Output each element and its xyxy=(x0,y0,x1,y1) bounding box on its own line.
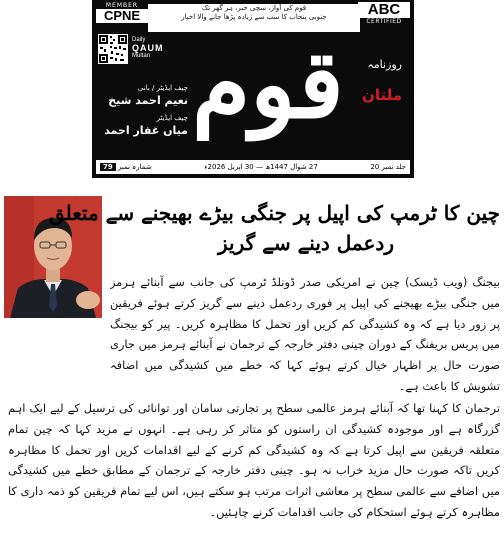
article-body-top xyxy=(110,272,500,398)
issue-number: 79 xyxy=(100,163,116,171)
qr-code-icon xyxy=(98,34,128,64)
abc-badge xyxy=(358,2,410,26)
article-headline xyxy=(48,198,500,258)
daily-name: QAUM xyxy=(132,43,164,53)
abc-certified: CERTIFIED xyxy=(366,18,402,25)
cpne-logo: CPNE xyxy=(96,9,148,23)
banner-line-1: قوم کی آواز، سچی خبر، ہر گھر تک xyxy=(201,4,307,12)
daily-city: Multan xyxy=(132,53,151,59)
member-label: MEMBER xyxy=(105,2,139,9)
editor-label: چیف ایڈیٹر xyxy=(156,114,188,122)
city-label: ملتان xyxy=(362,86,402,104)
headline-line-2: ردعمل دینے سے گریز xyxy=(218,231,394,255)
issue-number-label: شمارہ نمبر xyxy=(117,163,152,171)
rozname-label: روزنامہ xyxy=(367,58,402,71)
founder-name: نعیم احمد شیخ xyxy=(108,94,188,107)
cpne-badge xyxy=(96,2,148,23)
daily-label: Daily xyxy=(132,37,146,43)
banner-line-2: جنوبی پنجاب کا سب سے زیادہ پڑھا جانے والا اخبار xyxy=(181,13,327,21)
dateline-bar xyxy=(96,160,410,174)
article-paragraph-1: بیجنگ (ویب ڈیسک) چین نے امریکی صدر ڈونلڈ ٹرمپ کی جانب سے آبنائے ہرمز میں جنگی بیڑے بھیجنے کی اپیل پر فوری ردعمل دینے سے گریز کرتے ہوئے فریقین پر زور دیا ہے کہ وہ کشیدگی کم کریں اور تحمل کا مظاہرہ کریں۔ پیر کو بیجنگ میں پریس بریفنگ کے دوران چینی دفتر خارجہ کے ترجمان نے آبنائے ہرمز میں جاری صورت حال پر اظہار خیال کرتے ہوئے کہا کہ خطے میں کشیدگی میں اضافہ تشویش کا باعث ہے۔ xyxy=(110,275,500,393)
abc-logo: ABC xyxy=(358,2,410,18)
masthead-banner xyxy=(148,4,360,32)
editor-name: میاں غفار احمد xyxy=(104,124,188,137)
paper-name-logo: قوم xyxy=(192,30,344,140)
founder-label: چیف ایڈیٹر / بانی xyxy=(137,84,188,92)
headline-line-1: چین کا ٹرمپ کی اپیل پر جنگی بیڑے بھیجنے سے متعلق xyxy=(48,201,500,225)
issue-date: 27 شوال 1447ھ — 30 اپریل 2026ء xyxy=(204,163,318,171)
issue-number-wrap xyxy=(100,160,152,174)
article-body-bottom xyxy=(8,398,500,552)
article-paragraph-2: ترجمان کا کہنا تھا کہ آبنائے ہرمز عالمی سطح پر تجارتی سامان اور توانائی کی ترسیل کے لیے ایک اہم گزرگاہ ہے اور موجودہ کشیدگی ان راستوں کو متاثر کر رہی ہے۔ انہوں نے مزید کہا کہ چین تمام متعلقہ فریقین سے اپیل کرتا ہے کہ وہ کشیدگی کم کرنے کے لیے اقدامات کریں اور تحمل کا مظاہرہ کریں تاکہ صورت حال مزید خراب نہ ہو۔ چینی دفتر خارجہ کے ترجمان کے مطابق خطے میں کشیدگی میں اضافے سے عالمی سطح پر معاشی اثرات مرتب ہو سکتے ہیں، اس لیے تمام فریقین کو ذمہ داری کا مظاہرہ کرتے ہوئے استحکام کی جانب اقدامات کرنے چاہئیں۔ xyxy=(8,401,500,519)
daily-qaum-mark xyxy=(132,36,164,60)
masthead xyxy=(92,0,414,178)
volume-number: جلد نمبر 20 xyxy=(370,163,406,171)
